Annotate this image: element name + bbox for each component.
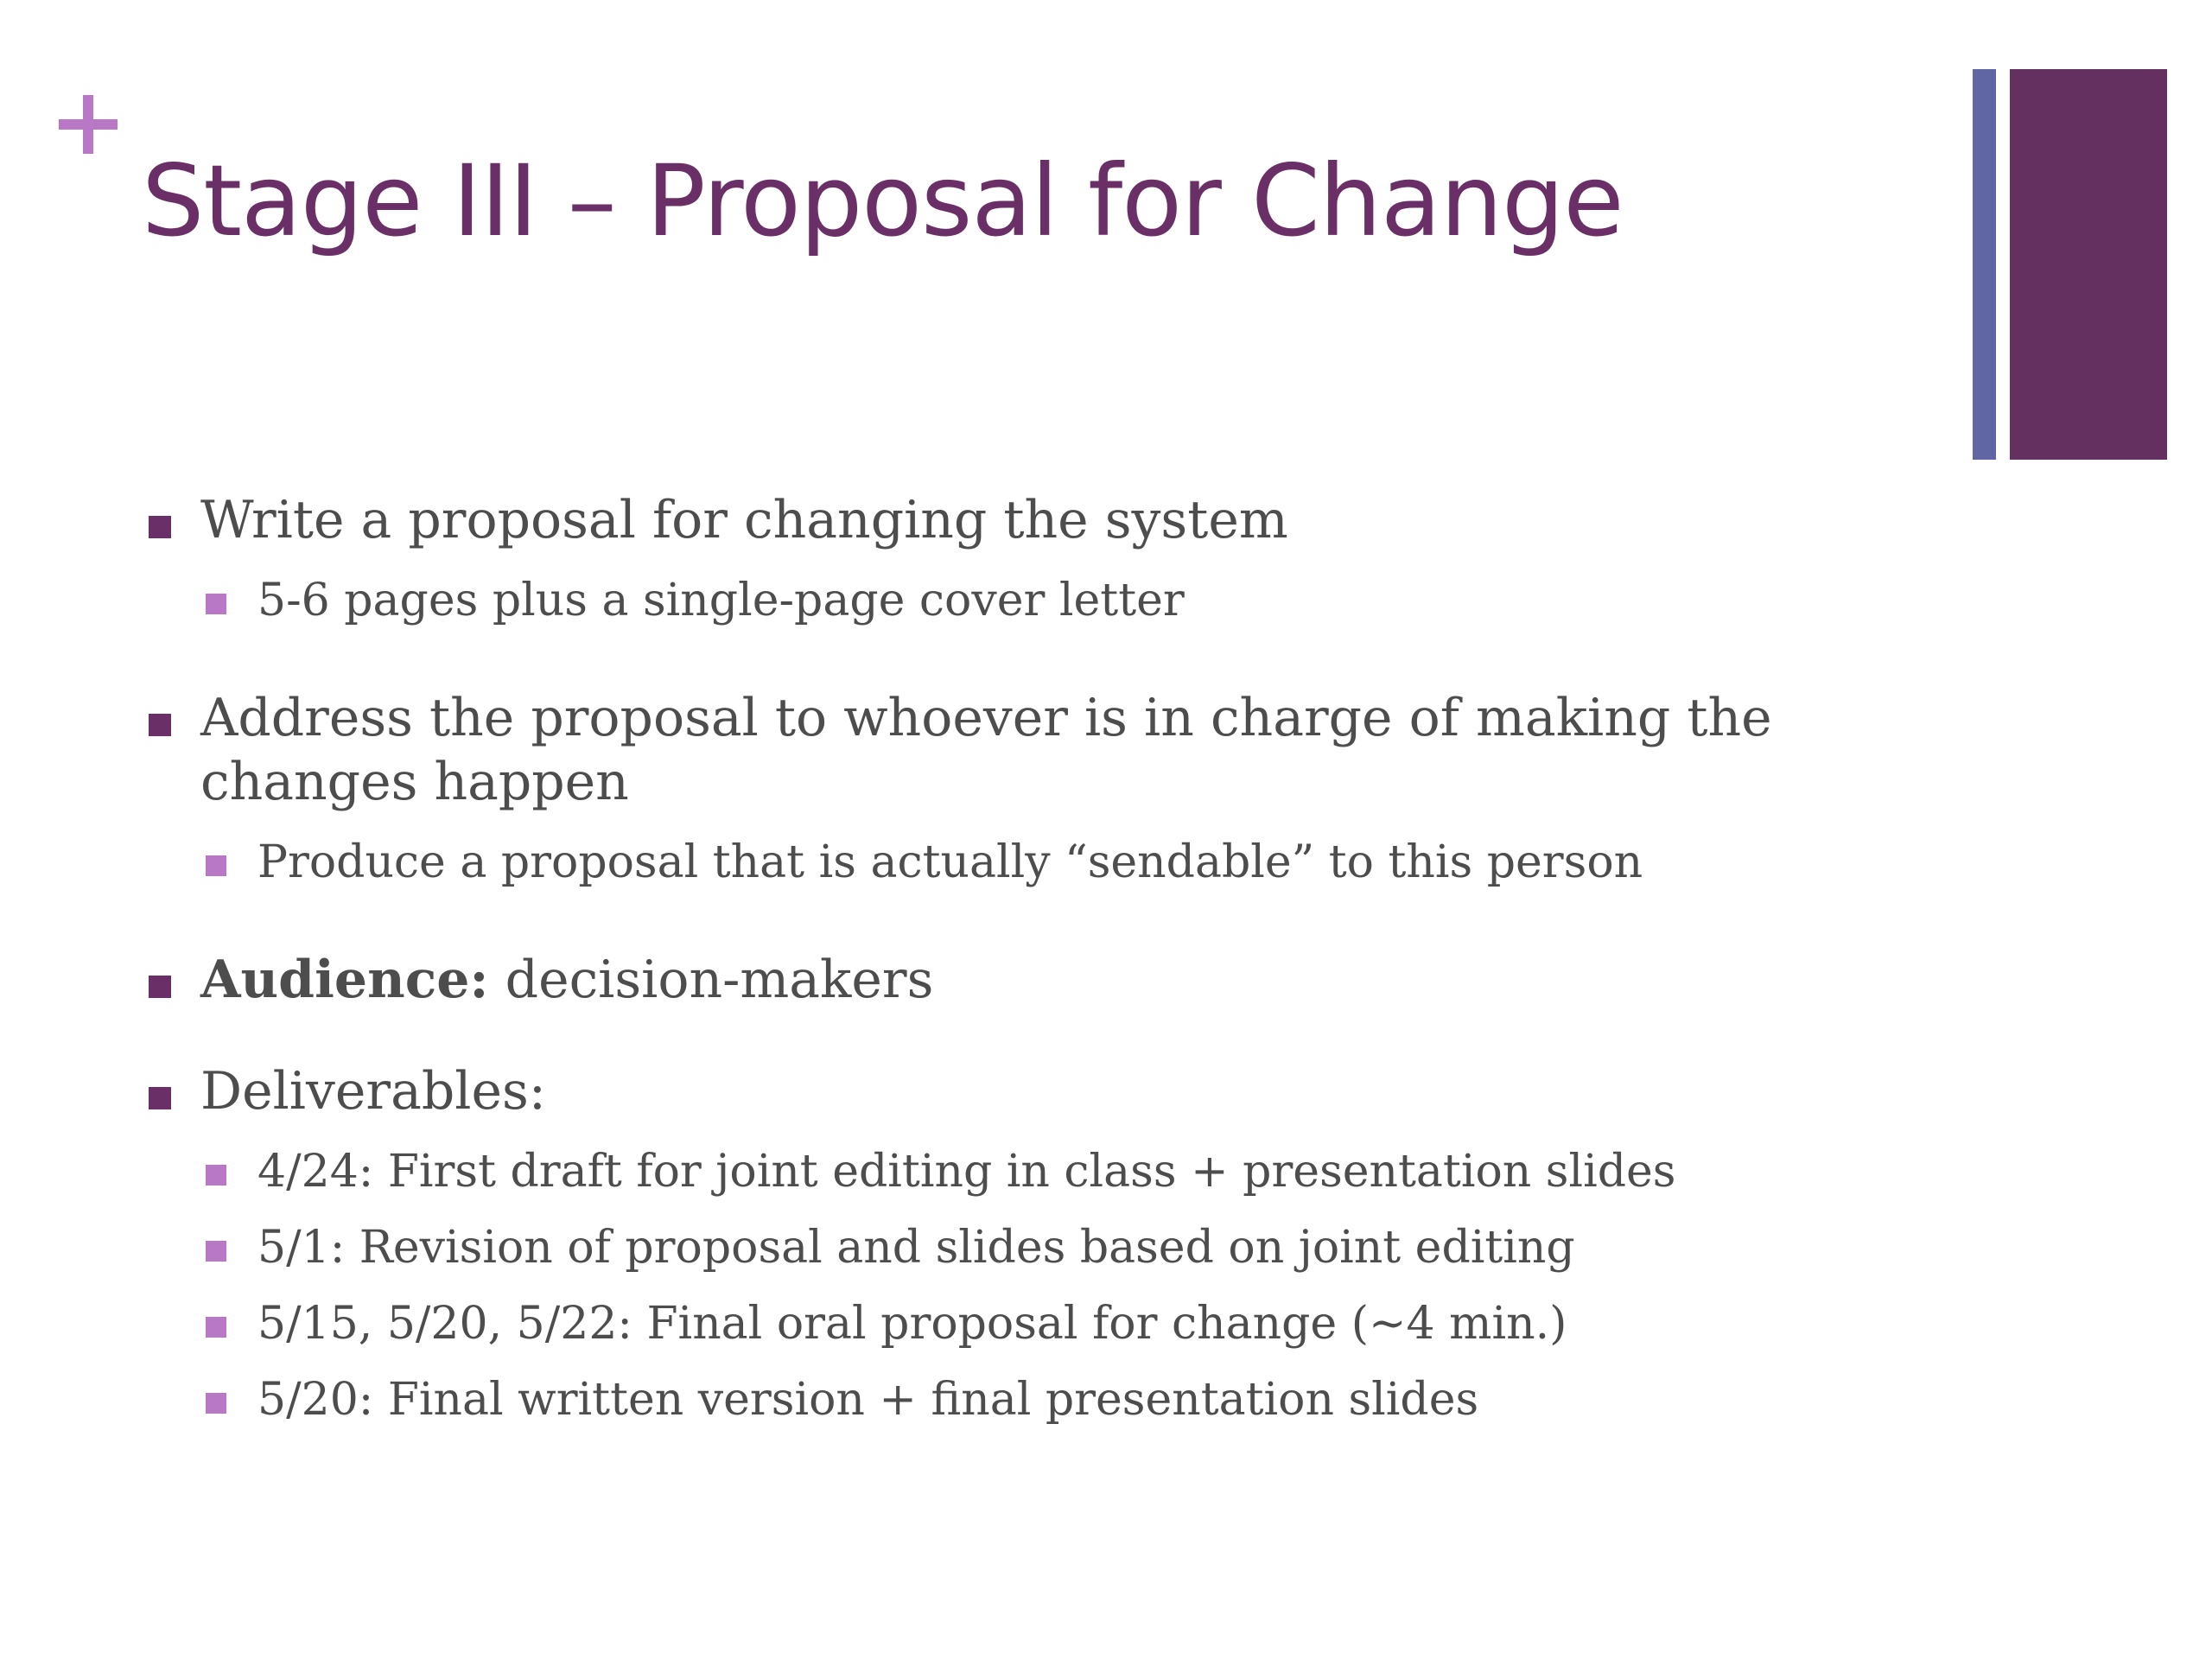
square-bullet-icon [206,1241,226,1262]
square-bullet-icon [149,714,171,736]
square-bullet-icon [149,976,171,998]
square-bullet-icon [206,855,226,876]
sub-bullet-item [143,1210,1872,1286]
square-bullet-icon [149,516,171,538]
bullet-label: Audience: [200,950,489,1010]
slide-body [143,488,1872,1438]
bullet-text: Address the proposal to whoever is in charge of making the changes happen [200,688,1772,812]
decorative-thick-bar [2010,69,2167,460]
slide-title: Stage III – Proposal for Change [142,143,1624,258]
square-bullet-icon [206,1165,226,1185]
square-bullet-icon [206,594,226,614]
bullet-item [143,948,1872,1012]
square-bullet-icon [206,1393,226,1414]
sub-bullet-item [143,1362,1872,1438]
sub-bullet-text: 4/24: First draft for joint editing in class + presentation slides [257,1146,1676,1198]
bullet-text: Write a proposal for changing the system [200,490,1288,550]
bullet-item [143,488,1872,552]
sub-bullet-text: 5-6 pages plus a single-page cover letter [257,575,1185,626]
sub-bullet-item [143,1134,1872,1210]
sub-bullet-item [143,824,1872,900]
bullet-text: decision-makers [505,950,934,1010]
sub-bullet-text: 5/15, 5/20, 5/22: Final oral proposal for change (~4 min.) [257,1298,1567,1350]
bullet-item [143,686,1872,814]
square-bullet-icon [206,1317,226,1338]
sub-bullet-text: 5/20: Final written version + final presentation slides [257,1374,1479,1426]
sub-bullet-text: Produce a proposal that is actually “sendable” to this person [257,836,1643,888]
sub-bullet-item [143,563,1872,639]
bullet-item [143,1059,1872,1123]
sub-bullet-text: 5/1: Revision of proposal and slides based on joint editing [257,1222,1575,1274]
square-bullet-icon [149,1087,171,1109]
decorative-thin-bar [1973,69,1996,460]
plus-icon [55,92,121,157]
sub-bullet-item [143,1286,1872,1362]
bullet-text: Deliverables: [200,1061,546,1122]
